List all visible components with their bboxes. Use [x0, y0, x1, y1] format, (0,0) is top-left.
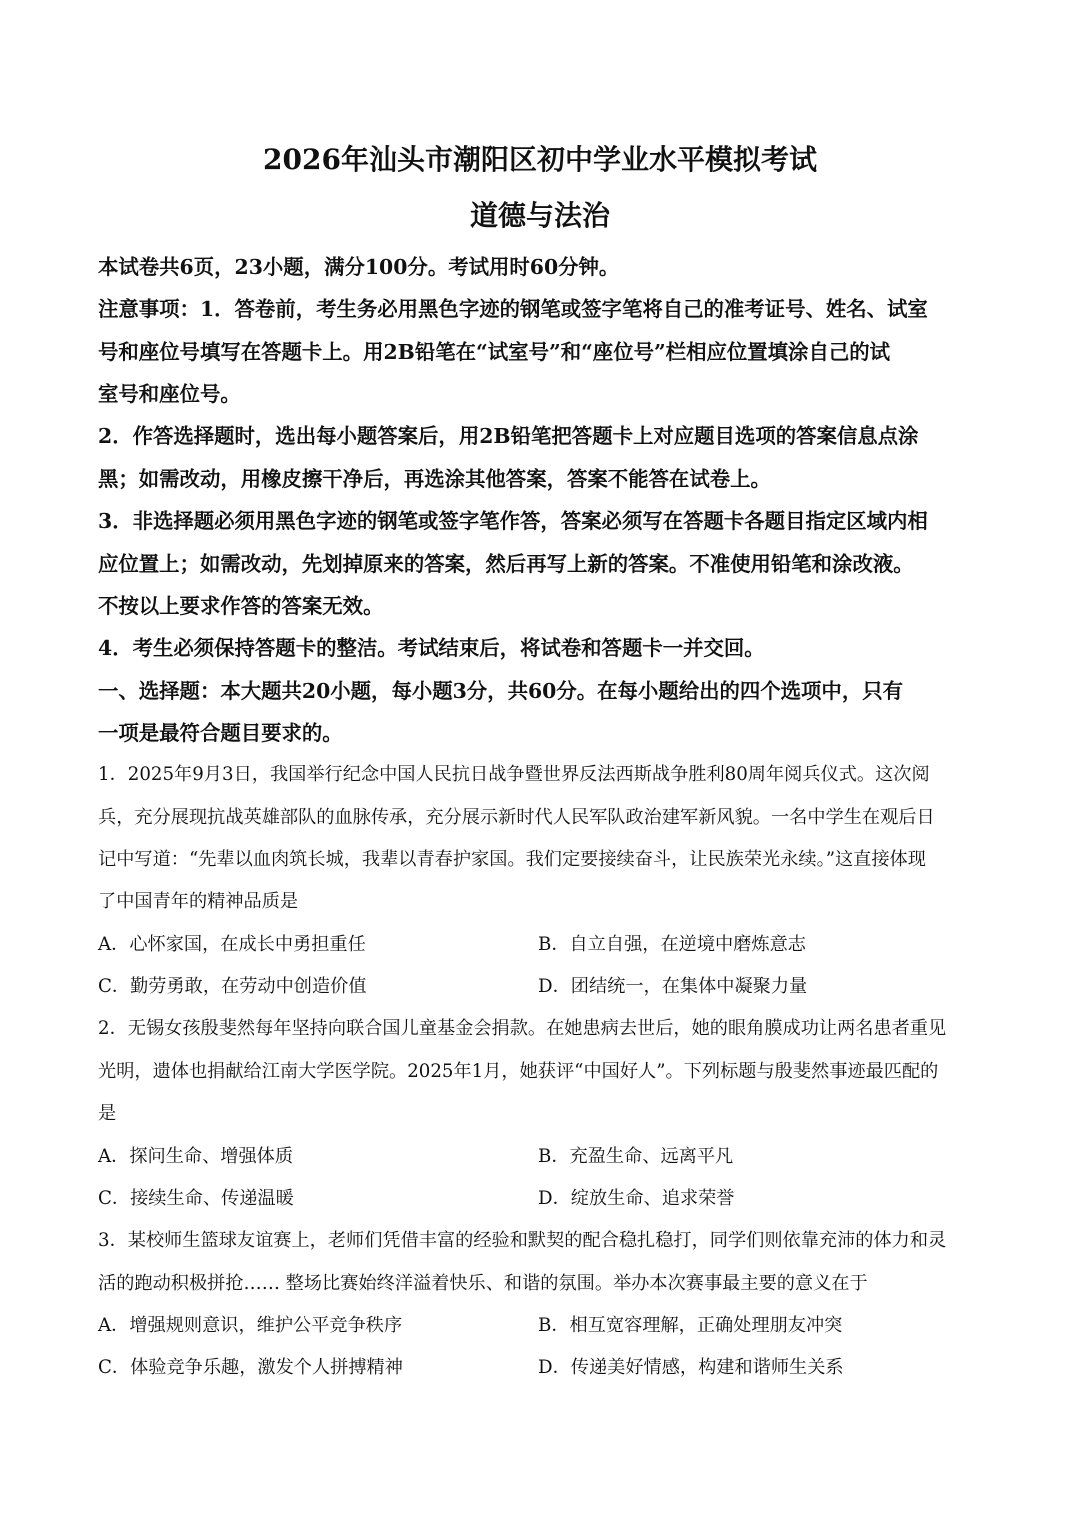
question-1-option-b: B．自立自强，在逆境中磨炼意志 [538, 934, 806, 955]
exam-title: 2026年汕头市潮阳区初中学业水平模拟考试 [263, 143, 817, 176]
notice-line: 2．作答选择题时，选出每小题答案后，用2B铅笔把答题卡上对应题目选项的答案信息点涂 [98, 424, 919, 448]
question-3-option-a: A．增强规则意识，维护公平竞争秩序 [98, 1315, 403, 1336]
question-1-text: 记中写道：“先辈以血肉筑长城，我辈以青春护家国。我们定要接续奋斗，让民族荣光永续。”这直接体现 [98, 849, 926, 870]
question-3-text: 活的跑动积极拼抢…… 整场比赛始终洋溢着快乐、和谐的氛围。举办本次赛事最主要的意义在于 [98, 1273, 868, 1294]
notice-line: 室号和座位号。 [98, 382, 241, 406]
question-1-option-c: C．勤劳勇敢，在劳动中创造价值 [98, 976, 367, 997]
question-3-option-d: D．传递美好情感，构建和谐师生关系 [538, 1357, 844, 1378]
question-3-option-c: C．体验竞争乐趣，激发个人拼搏精神 [98, 1357, 403, 1378]
notice-line: 黑；如需改动，用橡皮擦干净后，再选涂其他答案，答案不能答在试卷上。 [98, 467, 771, 491]
question-2-option-c: C．接续生命、传递温暖 [98, 1188, 294, 1209]
question-1-text: 了中国青年的精神品质是 [98, 891, 299, 912]
notice-line: 号和座位号填写在答题卡上。用2B铅笔在“试室号”和“座位号”栏相应位置填涂自己的试 [98, 340, 891, 364]
question-1-option-d: D．团结统一，在集体中凝聚力量 [538, 976, 808, 997]
section-heading: 一项是最符合题目要求的。 [98, 721, 343, 745]
section-heading: 一、选择题：本大题共20小题，每小题3分，共60分。在每小题给出的四个选项中，只有 [98, 679, 903, 703]
notice-line: 注意事项：1．答卷前，考生务必用黑色字迹的钢笔或签字笔将自己的准考证号、姓名、试室 [98, 297, 928, 321]
question-3-option-b: B．相互宽容理解，正确处理朋友冲突 [538, 1315, 843, 1336]
question-2-option-b: B．充盈生命、远离平凡 [538, 1146, 734, 1167]
question-3-text: 3．某校师生篮球友谊赛上，老师们凭借丰富的经验和默契的配合稳扎稳打，同学们则依靠充沛的体力和灵 [98, 1230, 947, 1251]
question-2-text: 光明，遗体也捐献给江南大学医学院。2025年1月，她获评“中国好人”。下列标题与殷斐然事迹最匹配的 [98, 1061, 939, 1082]
notice-line: 应位置上；如需改动，先划掉原来的答案，然后再写上新的答案。不准使用铅笔和涂改液。 [98, 552, 914, 576]
exam-summary: 本试卷共6页，23小题，满分100分。考试用时60分钟。 [98, 255, 620, 279]
question-1-option-a: A．心怀家国，在成长中勇担重任 [98, 934, 366, 955]
notice-line: 不按以上要求作答的答案无效。 [98, 594, 384, 618]
question-1-text: 兵，充分展现抗战英雄部队的血脉传承，充分展示新时代人民军队政治建军新风貌。一名中学生在观后日 [98, 807, 935, 828]
notice-line: 4．考生必须保持答题卡的整洁。考试结束后，将试卷和答题卡一并交回。 [98, 636, 765, 660]
notice-line: 3．非选择题必须用黑色字迹的钢笔或签字笔作答，答案必须写在答题卡各题目指定区域内相 [98, 509, 928, 533]
question-2-option-a: A．探问生命、增强体质 [98, 1146, 294, 1167]
question-2-text: 是 [98, 1103, 117, 1124]
question-1-text: 1．2025年9月3日，我国举行纪念中国人民抗日战争暨世界反法西斯战争胜利80周年阅兵仪式。这次阅 [98, 764, 930, 785]
question-2-option-d: D．绽放生命、追求荣誉 [538, 1188, 735, 1209]
subject-title: 道德与法治 [469, 199, 610, 232]
question-2-text: 2．无锡女孩殷斐然每年坚持向联合国儿童基金会捐款。在她患病去世后，她的眼角膜成功让两名患者重见 [98, 1018, 947, 1039]
